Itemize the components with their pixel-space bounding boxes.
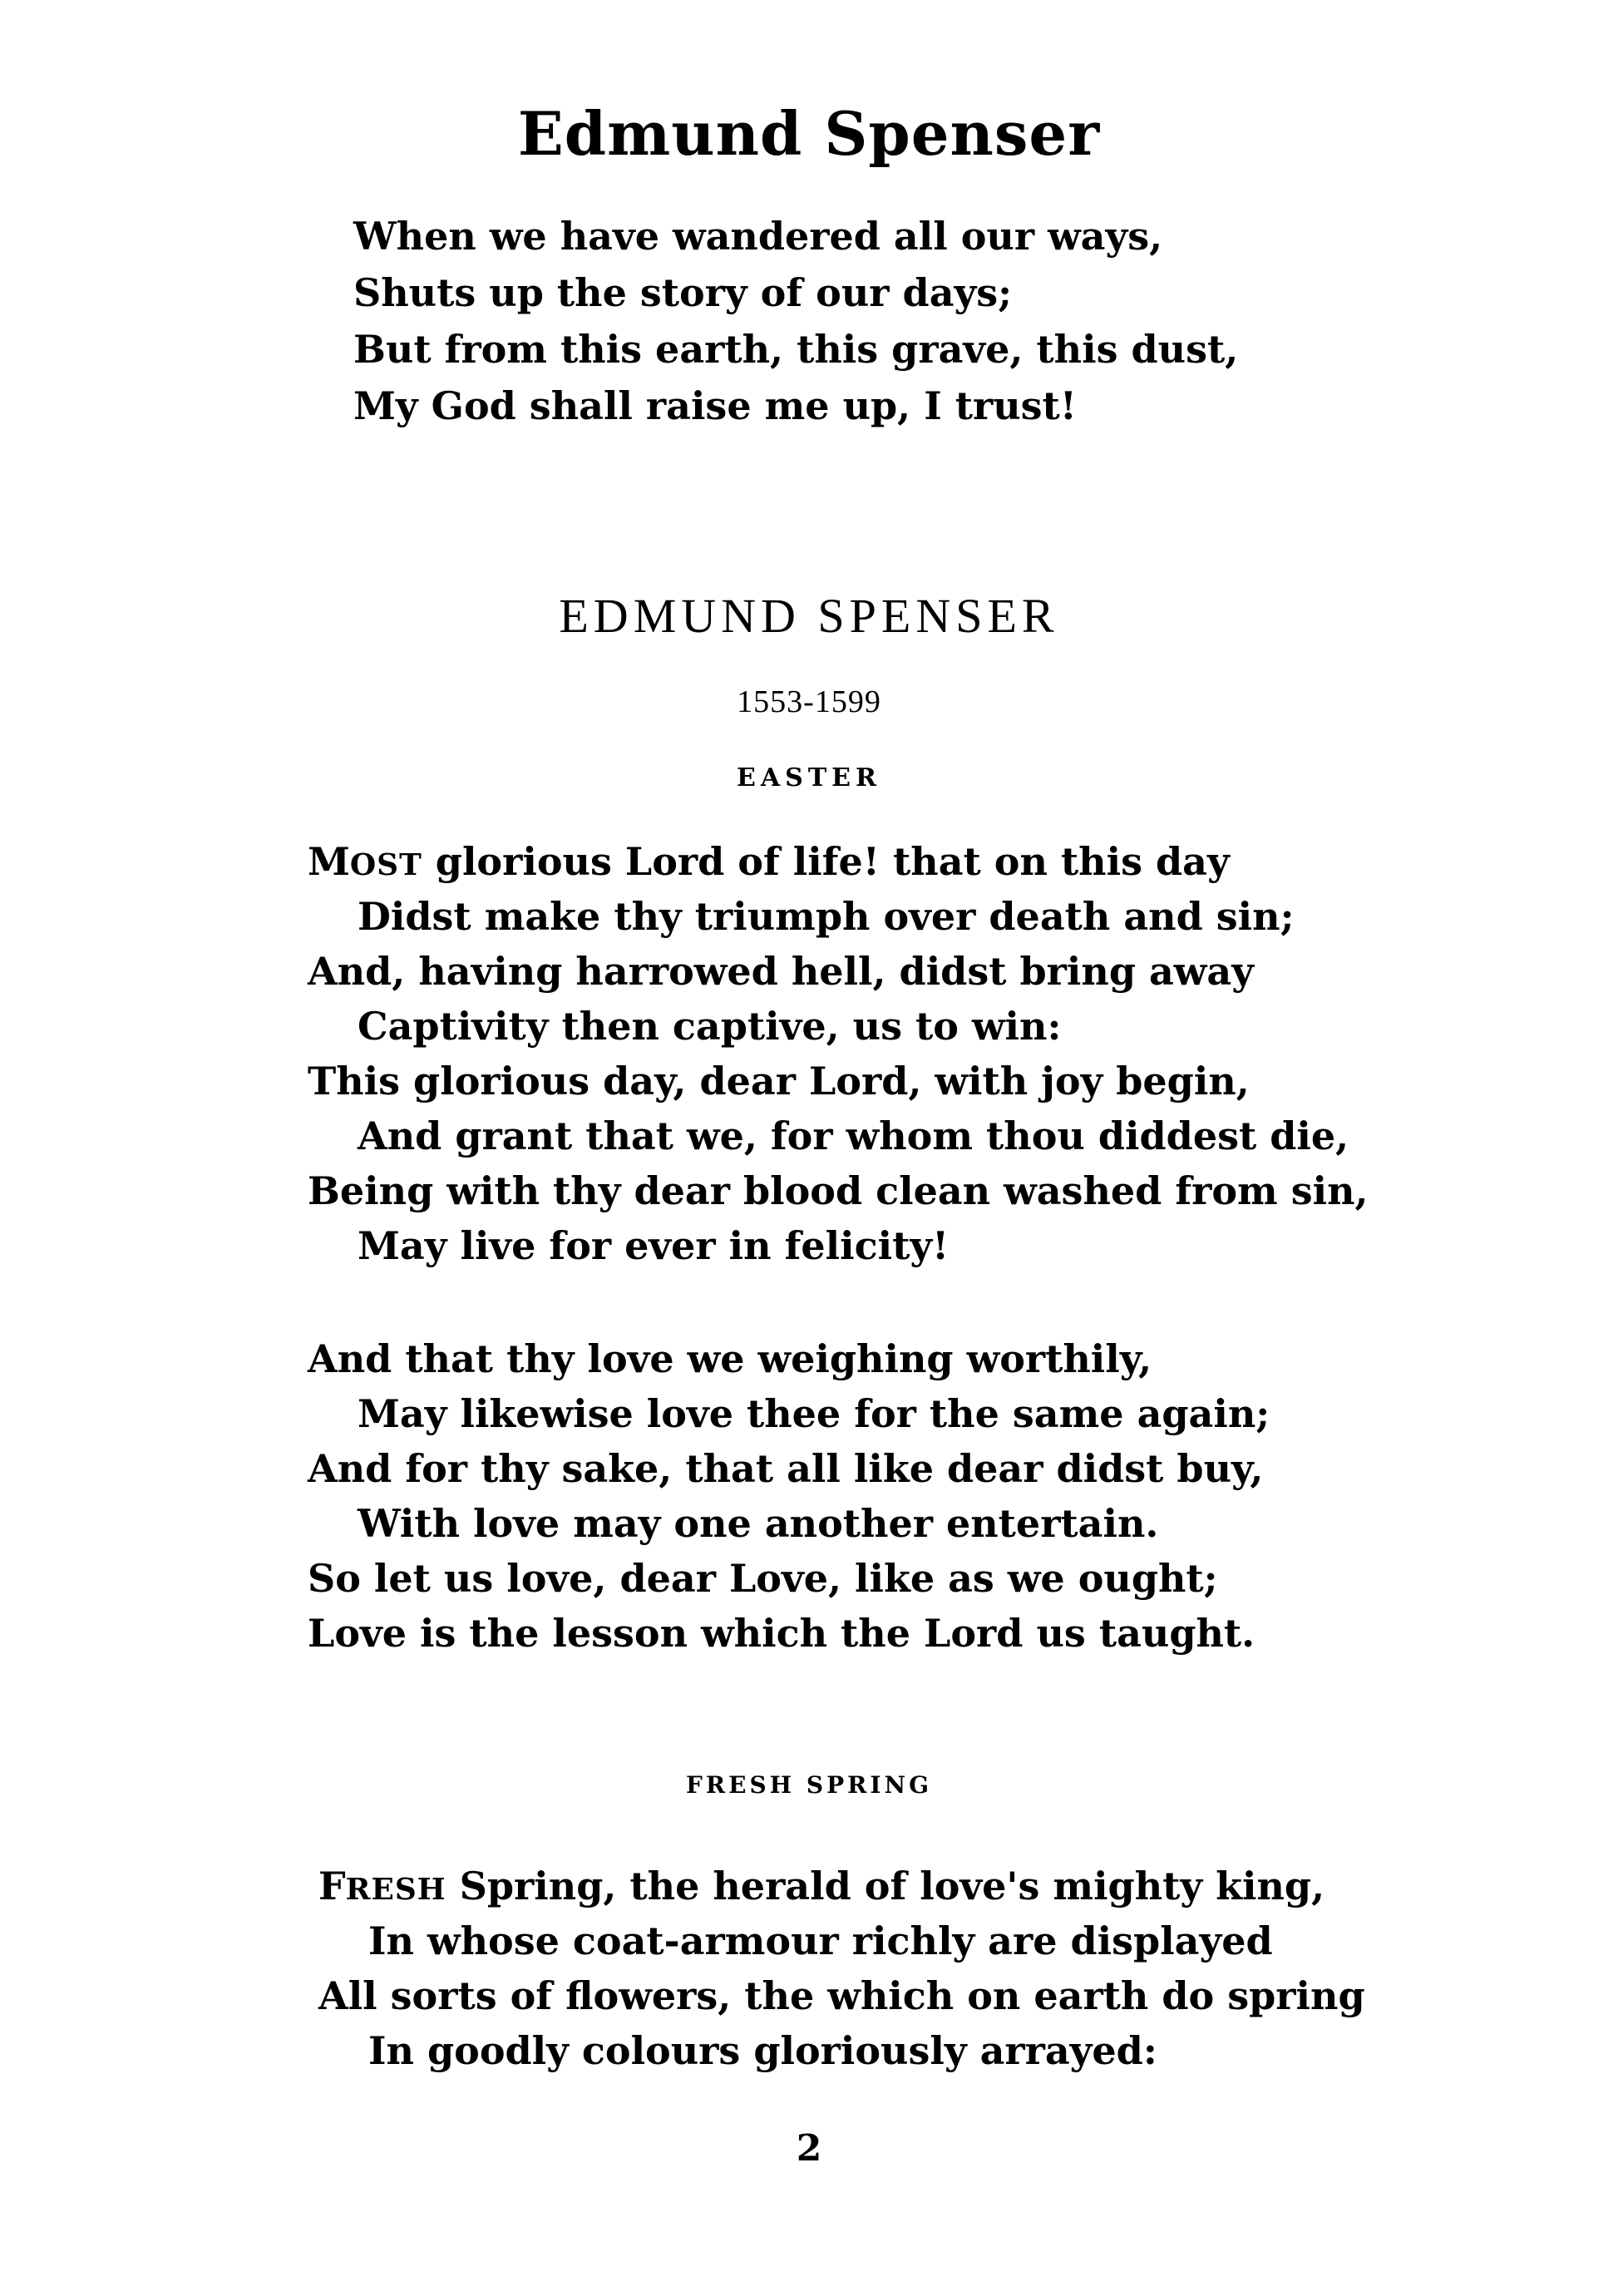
initial-letter: M [308, 839, 350, 884]
verse-line: My God shall raise me up, I trust! [353, 383, 1078, 428]
verse-line [308, 834, 1369, 889]
poem-title-easter: EASTER [737, 763, 881, 792]
poem-fresh-spring [318, 1859, 1365, 2078]
verse-text: Spring, the herald of love's mighty king, [446, 1864, 1325, 1908]
author-heading: EDMUND SPENSER [559, 589, 1059, 643]
verse-line: This glorious day, dear Lord, with joy begin, [308, 1059, 1250, 1104]
verse-line: All sorts of flowers, the which on earth do spring [318, 1973, 1365, 2018]
top-stanza [353, 208, 1238, 434]
verse-line: But from this earth, this grave, this dust, [353, 327, 1239, 372]
page-number: 2 [796, 2127, 822, 2170]
verse-line: And that thy love we weighing worthily, [308, 1336, 1152, 1381]
stanza-break [308, 1273, 1369, 1331]
verse-line: May live for ever in felicity! [358, 1223, 950, 1268]
verse-line: And grant that we, for whom thou diddest die, [358, 1113, 1349, 1158]
verse-line: Didst make thy triumph over death and sin; [358, 894, 1295, 939]
verse-line: So let us love, dear Love, like as we ought; [308, 1556, 1218, 1601]
verse-line: In goodly colours gloriously arrayed: [368, 2028, 1157, 2073]
poem-title-fresh-spring: FRESH SPRING [685, 1771, 933, 1799]
small-caps-word: OST [349, 847, 422, 882]
verse-text: glorious Lord of life! that on this day [422, 839, 1230, 884]
poem-easter [308, 834, 1369, 1661]
verse-line [318, 1859, 1365, 1913]
verse-line: When we have wandered all our ways, [353, 214, 1163, 259]
verse-line: And for thy sake, that all like dear didst buy, [308, 1446, 1264, 1491]
verse-line: In whose coat-armour richly are displayed [368, 1918, 1273, 1963]
verse-line: Being with thy dear blood clean washed from sin, [308, 1168, 1369, 1213]
verse-line: Love is the lesson which the Lord us taught. [308, 1611, 1255, 1656]
small-caps-word: RESH [345, 1872, 446, 1907]
initial-letter: F [318, 1864, 346, 1908]
verse-line: May likewise love thee for the same again; [358, 1391, 1270, 1436]
running-header: Edmund Spenser [517, 98, 1101, 169]
verse-line: Captivity then captive, us to win: [358, 1004, 1062, 1049]
verse-line: With love may one another entertain. [358, 1501, 1159, 1546]
author-dates: 1553-1599 [737, 684, 881, 719]
verse-line: Shuts up the story of our days; [353, 270, 1013, 315]
verse-line: And, having harrowed hell, didst bring away [308, 949, 1254, 994]
